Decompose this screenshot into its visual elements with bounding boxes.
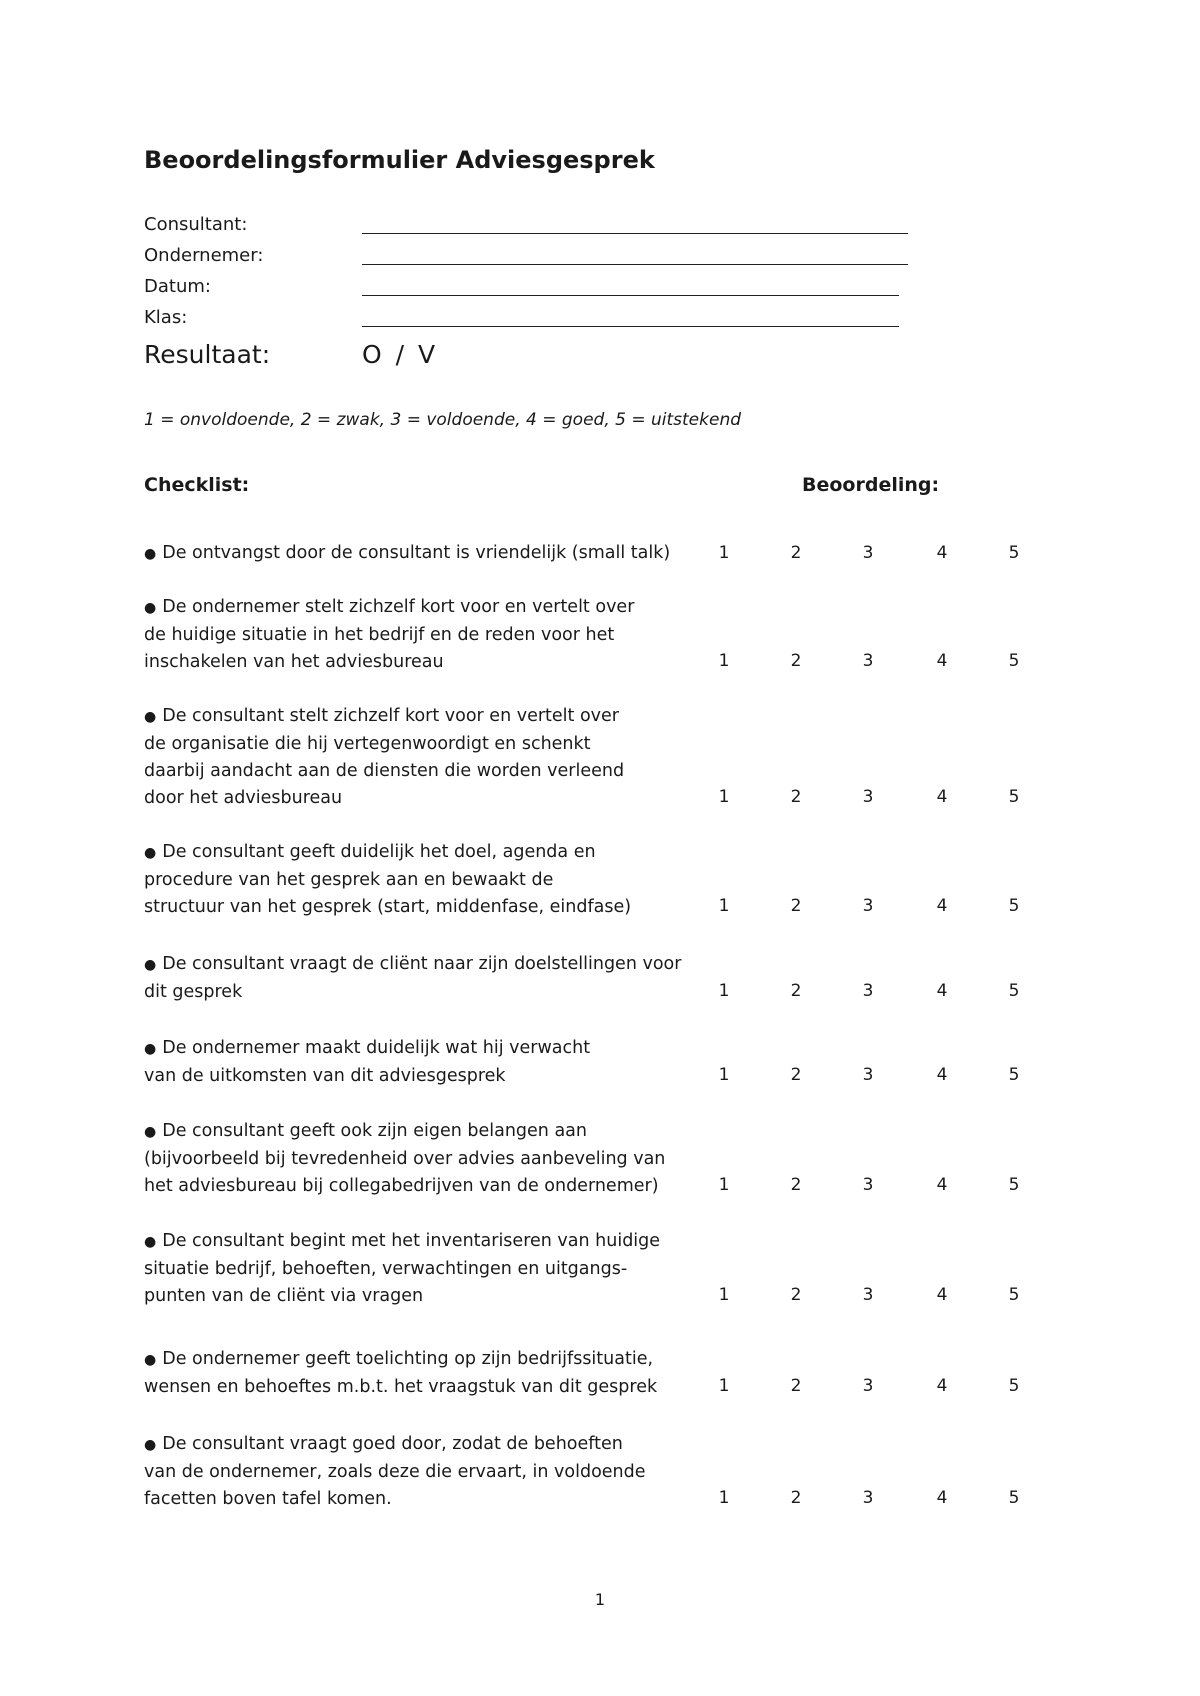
checklist-item xyxy=(144,703,704,812)
score-option[interactable]: 5 xyxy=(1008,787,1020,807)
checklist-item-text: van de ondernemer, zoals deze die ervaart, in voldoende xyxy=(144,1462,646,1482)
checklist-item-line xyxy=(144,1118,704,1146)
bullet-icon: ● xyxy=(144,546,157,562)
checklist-item-line xyxy=(144,979,704,1006)
score-option[interactable]: 5 xyxy=(1008,1065,1020,1085)
checklist-item xyxy=(144,839,704,921)
score-option[interactable]: 1 xyxy=(718,896,730,916)
bullet-icon: ● xyxy=(144,709,157,725)
score-option[interactable]: 3 xyxy=(862,981,874,1001)
checklist-item-text: (bijvoorbeeld bij tevredenheid over advies aanbeveling van xyxy=(144,1149,666,1169)
document-title: Beoordelingsformulier Adviesgesprek xyxy=(144,146,655,174)
score-option[interactable]: 5 xyxy=(1008,651,1020,671)
checklist-item-line xyxy=(144,731,704,758)
klas-field-line[interactable] xyxy=(362,326,899,327)
consultant-label: Consultant: xyxy=(144,214,248,235)
bullet-icon: ● xyxy=(144,1124,157,1140)
checklist-item xyxy=(144,594,704,676)
checklist-item-line xyxy=(144,1374,704,1401)
score-option[interactable]: 3 xyxy=(862,896,874,916)
checklist-item-line xyxy=(144,703,704,731)
score-option[interactable]: 1 xyxy=(718,1175,730,1195)
score-option[interactable]: 3 xyxy=(862,787,874,807)
bullet-icon: ● xyxy=(144,1437,157,1453)
checklist-item-line xyxy=(144,1486,704,1513)
score-option[interactable]: 2 xyxy=(790,1065,802,1085)
checklist-item-line xyxy=(144,758,704,785)
score-option[interactable]: 4 xyxy=(936,1285,948,1305)
bullet-icon: ● xyxy=(144,1041,157,1057)
checklist-item-text: De ondernemer stelt zichzelf kort voor en vertelt over xyxy=(162,597,635,617)
checklist-item-text: inschakelen van het adviesbureau xyxy=(144,652,444,672)
checklist-item xyxy=(144,951,704,1006)
checklist-item-text: De consultant geeft ook zijn eigen belangen aan xyxy=(162,1121,587,1141)
score-option[interactable]: 2 xyxy=(790,543,802,563)
checklist-item-line xyxy=(144,951,704,979)
datum-field-line[interactable] xyxy=(362,295,899,296)
score-option[interactable]: 4 xyxy=(936,543,948,563)
checklist-item xyxy=(144,1228,704,1310)
checklist-item-text: facetten boven tafel komen. xyxy=(144,1489,392,1509)
result-label: Resultaat: xyxy=(144,340,271,369)
score-option[interactable]: 5 xyxy=(1008,1285,1020,1305)
score-option[interactable]: 5 xyxy=(1008,543,1020,563)
ondernemer-label: Ondernemer: xyxy=(144,245,264,266)
score-option[interactable]: 3 xyxy=(862,1376,874,1396)
bullet-icon: ● xyxy=(144,600,157,616)
score-option[interactable]: 2 xyxy=(790,651,802,671)
score-option[interactable]: 1 xyxy=(718,1376,730,1396)
score-option[interactable]: 4 xyxy=(936,896,948,916)
checklist-item-line xyxy=(144,1256,704,1283)
checklist-item-text: de organisatie die hij vertegenwoordigt en schenkt xyxy=(144,734,591,754)
checklist-item-text: De consultant begint met het inventariseren van huidige xyxy=(162,1231,661,1251)
checklist-item-text: door het adviesbureau xyxy=(144,788,343,808)
bullet-icon: ● xyxy=(144,1234,157,1250)
checklist-item-line xyxy=(144,622,704,649)
checklist-item xyxy=(144,1035,704,1090)
checklist-item-line xyxy=(144,1459,704,1486)
checklist-item-text: procedure van het gesprek aan en bewaakt de xyxy=(144,870,554,890)
datum-label: Datum: xyxy=(144,276,211,297)
score-option[interactable]: 1 xyxy=(718,1488,730,1508)
score-option[interactable]: 3 xyxy=(862,1065,874,1085)
page-number: 1 xyxy=(594,1590,606,1609)
score-option[interactable]: 4 xyxy=(936,1376,948,1396)
checklist-item-text: De consultant stelt zichzelf kort voor en vertelt over xyxy=(162,706,619,726)
checklist-item xyxy=(144,540,704,568)
checklist-item-line xyxy=(144,894,704,921)
checklist-item-line xyxy=(144,785,704,812)
score-option[interactable]: 5 xyxy=(1008,1488,1020,1508)
score-option[interactable]: 2 xyxy=(790,1175,802,1195)
score-option[interactable]: 5 xyxy=(1008,1175,1020,1195)
checklist-item-line xyxy=(144,540,704,568)
checklist-item-line xyxy=(144,1035,704,1063)
score-option[interactable]: 5 xyxy=(1008,981,1020,1001)
consultant-field-line[interactable] xyxy=(362,233,908,234)
score-option[interactable]: 1 xyxy=(718,1065,730,1085)
checklist-item-line xyxy=(144,649,704,676)
score-option[interactable]: 4 xyxy=(936,1065,948,1085)
checklist-item-line xyxy=(144,1228,704,1256)
checklist-item-text: van de uitkomsten van dit adviesgesprek xyxy=(144,1066,506,1086)
ondernemer-field-line[interactable] xyxy=(362,264,908,265)
scale-legend: 1 = onvoldoende, 2 = zwak, 3 = voldoende, 4 = goed, 5 = uitstekend xyxy=(144,410,742,430)
checklist-item-text: De ondernemer maakt duidelijk wat hij verwacht xyxy=(162,1038,591,1058)
checklist-item xyxy=(144,1118,704,1200)
score-option[interactable]: 3 xyxy=(862,1175,874,1195)
checklist-header: Checklist: xyxy=(144,474,250,496)
score-option[interactable]: 2 xyxy=(790,896,802,916)
score-option[interactable]: 3 xyxy=(862,651,874,671)
score-option[interactable]: 4 xyxy=(936,787,948,807)
checklist-item-text: De consultant geeft duidelijk het doel, agenda en xyxy=(162,842,596,862)
checklist-item-text: situatie bedrijf, behoeften, verwachtingen en uitgangs- xyxy=(144,1259,628,1279)
checklist-item-text: wensen en behoeftes m.b.t. het vraagstuk van dit gesprek xyxy=(144,1377,658,1397)
checklist-item-text: De consultant vraagt goed door, zodat de behoeften xyxy=(162,1434,623,1454)
score-option[interactable]: 2 xyxy=(790,787,802,807)
score-option[interactable]: 3 xyxy=(862,1285,874,1305)
score-option[interactable]: 4 xyxy=(936,651,948,671)
score-option[interactable]: 2 xyxy=(790,981,802,1001)
bullet-icon: ● xyxy=(144,957,157,973)
klas-label: Klas: xyxy=(144,307,188,328)
checklist-item-text: De ontvangst door de consultant is vriendelijk (small talk) xyxy=(162,543,671,563)
result-options[interactable]: O / V xyxy=(362,340,436,369)
checklist-item-text: daarbij aandacht aan de diensten die worden verleend xyxy=(144,761,625,781)
score-option[interactable]: 1 xyxy=(718,651,730,671)
checklist-item-line xyxy=(144,1283,704,1310)
checklist-item-line xyxy=(144,1063,704,1090)
checklist-item-line xyxy=(144,1146,704,1173)
checklist-item-text: dit gesprek xyxy=(144,982,243,1002)
checklist-item-text: het adviesbureau bij collegabedrijven van de ondernemer) xyxy=(144,1176,659,1196)
checklist-item-line xyxy=(144,867,704,894)
score-option[interactable]: 1 xyxy=(718,543,730,563)
score-option[interactable]: 4 xyxy=(936,1488,948,1508)
score-option[interactable]: 2 xyxy=(790,1285,802,1305)
checklist-item xyxy=(144,1431,704,1513)
score-option[interactable]: 1 xyxy=(718,787,730,807)
checklist-item-text: de huidige situatie in het bedrijf en de reden voor het xyxy=(144,625,615,645)
checklist-item-text: De ondernemer geeft toelichting op zijn bedrijfssituatie, xyxy=(162,1349,654,1369)
checklist-item-text: punten van de cliënt via vragen xyxy=(144,1286,424,1306)
score-option[interactable]: 4 xyxy=(936,981,948,1001)
checklist-item-line xyxy=(144,1346,704,1374)
bullet-icon: ● xyxy=(144,845,157,861)
checklist-item-line xyxy=(144,1431,704,1459)
score-option[interactable]: 2 xyxy=(790,1376,802,1396)
score-option[interactable]: 3 xyxy=(862,543,874,563)
rating-header: Beoordeling: xyxy=(802,474,940,496)
checklist-item-line xyxy=(144,839,704,867)
score-option[interactable]: 2 xyxy=(790,1488,802,1508)
bullet-icon: ● xyxy=(144,1352,157,1368)
score-option[interactable]: 1 xyxy=(718,981,730,1001)
score-option[interactable]: 5 xyxy=(1008,896,1020,916)
score-option[interactable]: 5 xyxy=(1008,1376,1020,1396)
checklist-item xyxy=(144,1346,704,1401)
score-option[interactable]: 4 xyxy=(936,1175,948,1195)
checklist-item-text: De consultant vraagt de cliënt naar zijn doelstellingen voor xyxy=(162,954,682,974)
checklist-item-text: structuur van het gesprek (start, middenfase, eindfase) xyxy=(144,897,632,917)
score-option[interactable]: 3 xyxy=(862,1488,874,1508)
checklist-item-line xyxy=(144,1173,704,1200)
score-option[interactable]: 1 xyxy=(718,1285,730,1305)
checklist-item-line xyxy=(144,594,704,622)
